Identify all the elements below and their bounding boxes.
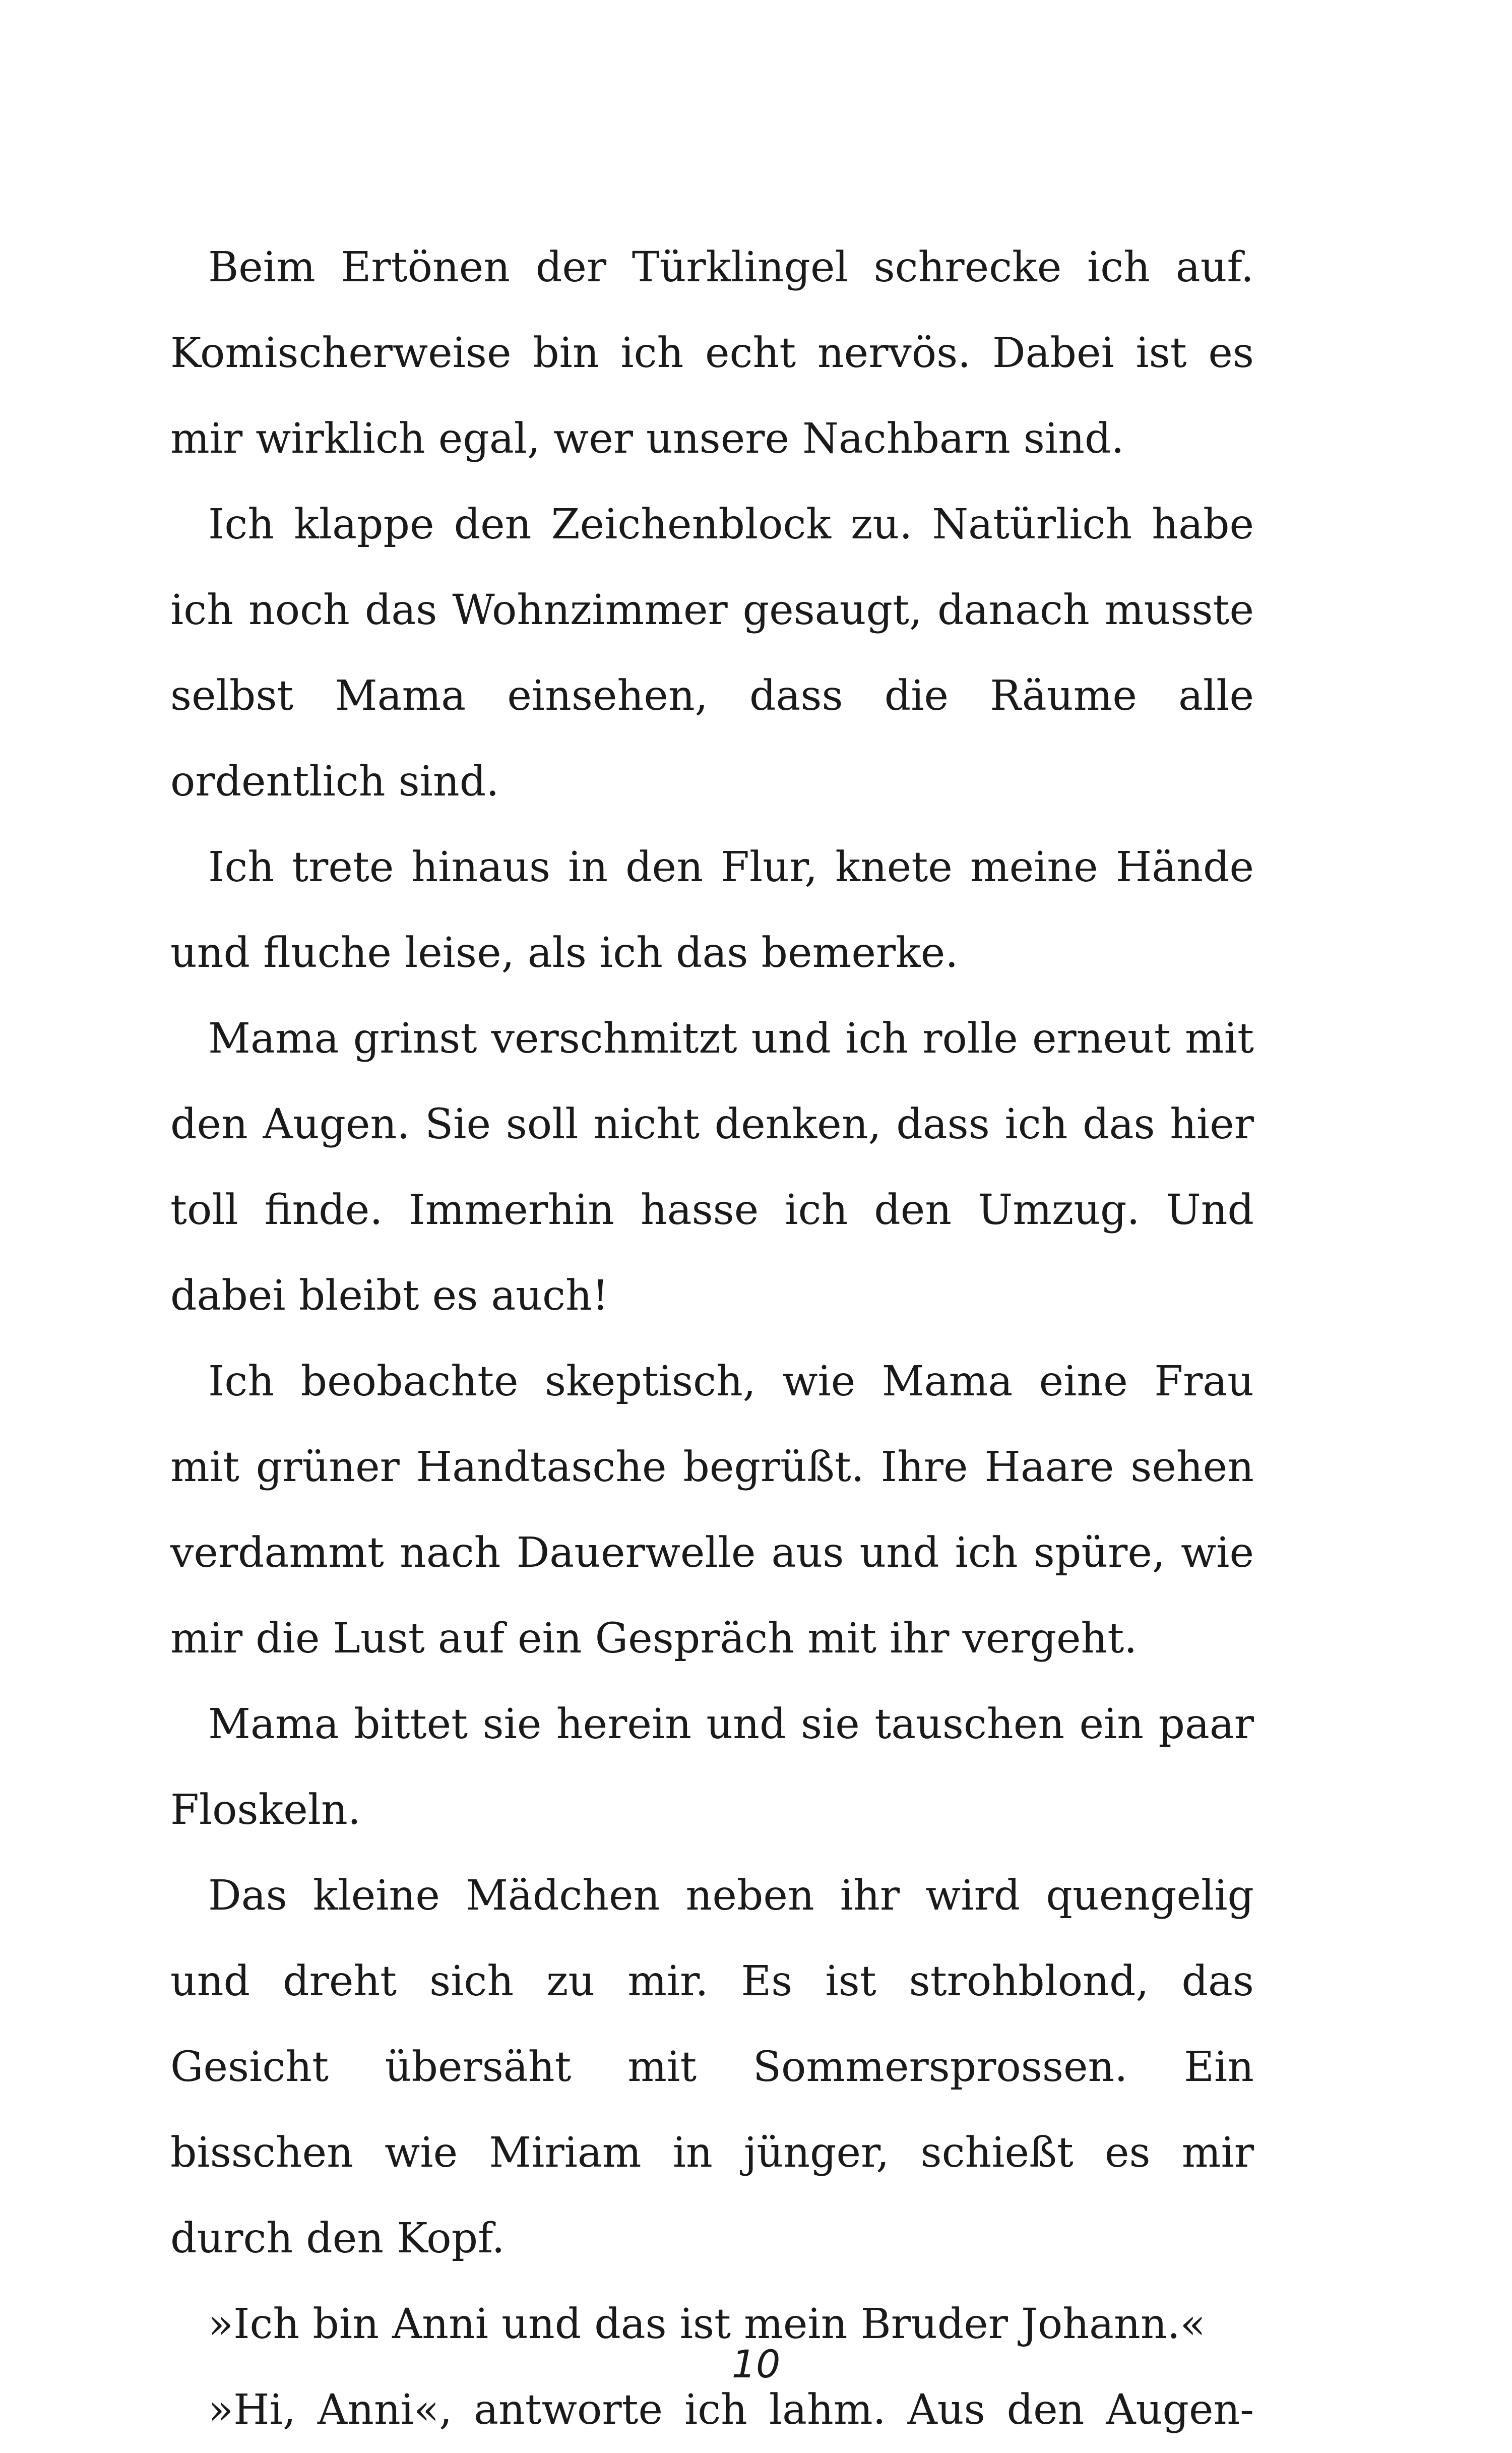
paragraph: Beim Ertönen der Türklingel schrecke ich auf. Komischerweise bin ich echt nervös. Dabei ist es mir wirklich egal, wer unsere Nachbarn sind. xyxy=(170,243,1254,463)
paragraph: »Ich bin Anni und das ist mein Bruder Johann.« xyxy=(208,2300,1206,2348)
paragraph: Ich klappe den Zeichenblock zu. Natürlich habe ich noch das Wohnzimmer gesaugt, danach musste selbst Mama einsehen, dass die Räume alle ordentlich sind. xyxy=(170,501,1254,806)
paragraph: Ich beobachte skeptisch, wie Mama eine Frau mit grüner Handtasche begrüßt. Ihre Haare sehen verdammt nach Dauerwelle aus und ich spüre, wie mir die Lust auf ein Gespräch mit ihr vergeht. xyxy=(170,1358,1254,1663)
paragraph: »Hi, Anni«, antworte ich lahm. Aus den Augen- xyxy=(208,2386,1254,2434)
page-number: 10 xyxy=(731,2342,781,2386)
paragraph: Ich trete hinaus in den Flur, knete meine Hände und fluche leise, als ich das bemerke. xyxy=(170,843,1254,977)
paragraph: Mama bittet sie herein und sie tauschen ein paar Floskeln. xyxy=(170,1700,1254,1834)
paragraph: Mama grinst verschmitzt und ich rolle erneut mit den Augen. Sie soll nicht denken, dass ich das hier toll finde. Immerhin hasse ich den Umzug. Und dabei bleibt es auch! xyxy=(170,1015,1254,1320)
paragraph: Das kleine Mädchen neben ihr wird quengelig und dreht sich zu mir. Es ist strohblond, das Gesicht übersäht mit Sommersprossen. Ein bisschen wie Miriam in jünger, schießt es mir durch den Kopf. xyxy=(170,1872,1254,2262)
body-text xyxy=(170,225,1254,2453)
